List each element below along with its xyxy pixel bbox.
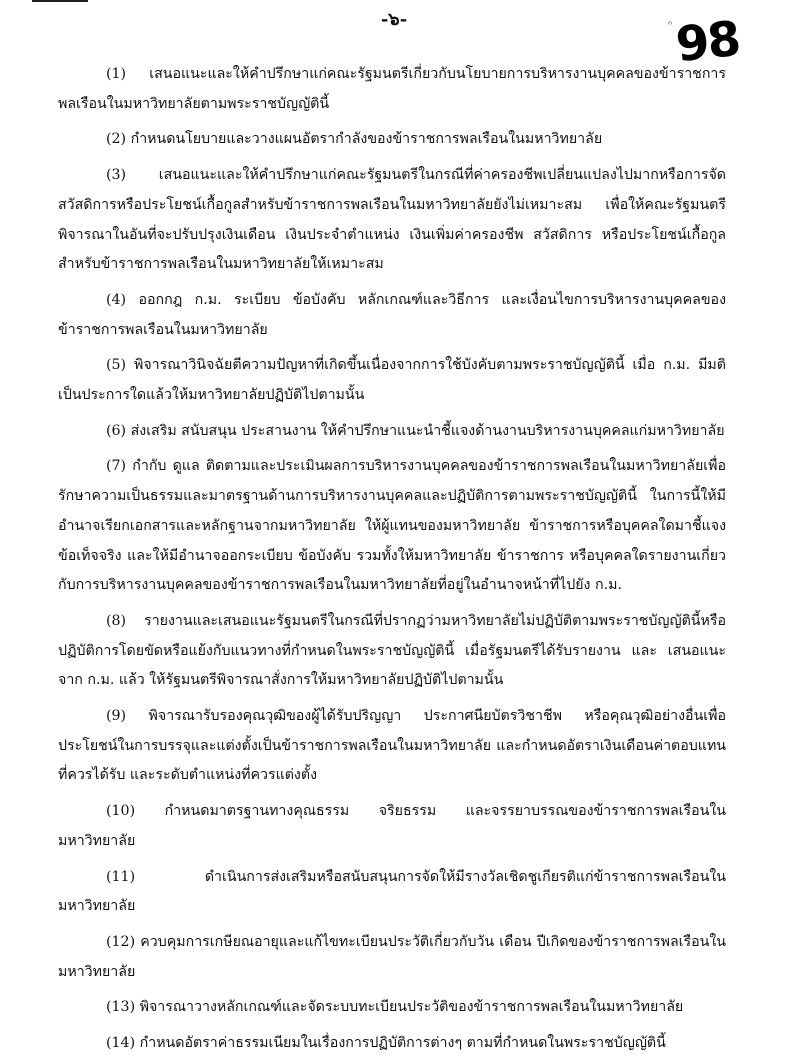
paragraph-7: (7) กำกับ ดูแล ติดตามและประเมินผลการบริหารงานบุคคลของข้าราชการพลเรือนในมหาวิทยาลัยเพื่อรักษาความเป็นธรรมและมาตรฐานด้านการบริหารงานบุคคลและปฏิบัติการตามพระราชบัญญัตินี้ ในการนี้ให้มีอำนาจเรียกเอกสารและหลักฐานจากมหาวิทยาลัย ให้ผู้แทนของมหาวิทยาลัย ข้าราชการหรือบุคคลใดมาชี้แจงข้อเท็จจริง และให้มีอำนาจออกระเบียบ ข้อบังคับ รวมทั้งให้มหาวิทยาลัย ข้าราชการ หรือบุคคลใดรายงานเกี่ยวกับการบริหารงานบุคคลของข้าราชการพลเรือนในมหาวิทยาลัยที่อยู่ในอำนาจหน้าที่ไปยัง ก.ม.: [58, 458, 726, 594]
paragraph-12: (12) ควบคุมการเกษียณอายุและแก้ไขทะเบียนประวัติเกี่ยวกับวัน เดือน ปีเกิดของข้าราชการพลเรือนในมหาวิทยาลัย: [58, 933, 726, 980]
paragraph-6: (6) ส่งเสริม สนับสนุน ประสานงาน ให้คำปรึกษาแนะนำชี้แจงด้านงานบริหารงานบุคคลแก่มหาวิทยาลัย: [106, 422, 725, 439]
paragraph-4: (4) ออกกฎ ก.ม. ระเบียบ ข้อบังคับ หลักเกณฑ์และวิธีการ และเงื่อนไขการบริหารงานบุคคลของข้าราชการพลเรือนในมหาวิทยาลัย: [58, 291, 726, 338]
handwritten-page-number: 98: [673, 10, 742, 74]
paragraph-3: (3) เสนอแนะและให้คำปรึกษาแก่คณะรัฐมนตรีในกรณีที่ค่าครองชีพเปลี่ยนแปลงไปมากหรือการจัดสวัสดิการหรือประโยชน์เกื้อกูลสำหรับข้าราชการพลเรือนในมหาวิทยาลัยยังไม่เหมาะสม เพื่อให้คณะรัฐมนตรีพิจารณาในอันที่จะปรับปรุงเงินเดือน เงินประจำตำแหน่ง เงินเพิ่มค่าครองชีพ สวัสดิการ หรือประโยชน์เกื้อกูลสำหรับข้าราชการพลเรือนในมหาวิทยาลัยให้เหมาะสม: [58, 167, 726, 273]
paragraph-14: (14) กำหนดอัตราค่าธรรมเนียมในเรื่องการปฏิบัติการต่างๆ ตามที่กำหนดในพระราชบัญญัตินี้: [106, 1035, 666, 1052]
paragraph-2: (2) กำหนดนโยบายและวางแผนอัตรากำลังของข้าราชการพลเรือนในมหาวิทยาลัย: [106, 131, 603, 148]
paragraph-1: (1) เสนอแนะและให้คำปรึกษาแก่คณะรัฐมนตรีเกี่ยวกับนโยบายการบริหารงานบุคคลของข้าราชการพลเรือนในมหาวิทยาลัยตามพระราชบัญญัตินี้: [58, 66, 726, 112]
paragraph-5: (5) พิจารณาวินิจฉัยตีความปัญหาที่เกิดขึ้นเนื่องจากการใช้บังคับตามพระราชบัญญัตินี้ เมื่อ ก.ม. มีมติเป็นประการใดแล้วให้มหาวิทยาลัยปฏิบัติไปตามนั้น: [58, 357, 726, 404]
paragraph-13: (13) พิจารณาวางหลักเกณฑ์และจัดระบบทะเบียนประวัติของข้าราชการพลเรือนในมหาวิทยาลัย: [106, 999, 684, 1016]
paragraph-8: (8) รายงานและเสนอแนะรัฐมนตรีในกรณีที่ปรากฏว่ามหาวิทยาลัยไม่ปฏิบัติตามพระราชบัญญัตินี้หรือปฏิบัติการโดยขัดหรือแย้งกับแนวทางที่กำหนดในพระราชบัญญัตินี้ เมื่อรัฐมนตรีได้รับรายงาน และ เสนอแนะจาก ก.ม. แล้ว ให้รัฐมนตรีพิจารณาสั่งการให้มหาวิทยาลัยปฏิบัติไปตามนั้น: [58, 612, 726, 689]
document-body: [58, 60, 726, 1059]
top-rule: [32, 0, 88, 2]
paragraph-11: (11) ดำเนินการส่งเสริมหรือสนับสนุนการจัดให้มีรางวัลเชิดชูเกียรติแก่ข้าราชการพลเรือนในมหาวิทยาลัย: [58, 868, 726, 915]
paragraph-9: (9) พิจารณารับรองคุณวุฒิของผู้ได้รับปริญญา ประกาศนียบัตรวิชาชีพ หรือคุณวุฒิอย่างอื่นเพื่อประโยชน์ในการบรรจุและแต่งตั้งเป็นข้าราชการพลเรือนในมหาวิทยาลัย และกำหนดอัตราเงินเดือนค่าตอบแทนที่ควรได้รับ และระดับตำแหน่งที่ควรแต่งตั้ง: [58, 708, 726, 784]
paragraph-10: (10) กำหนดมาตรฐานทางคุณธรรม จริยธรรม และจรรยาบรรณของข้าราชการพลเรือนในมหาวิทยาลัย: [58, 803, 726, 849]
page-number: -๖-: [380, 9, 408, 30]
corner-mark: ⁿ: [668, 20, 672, 31]
